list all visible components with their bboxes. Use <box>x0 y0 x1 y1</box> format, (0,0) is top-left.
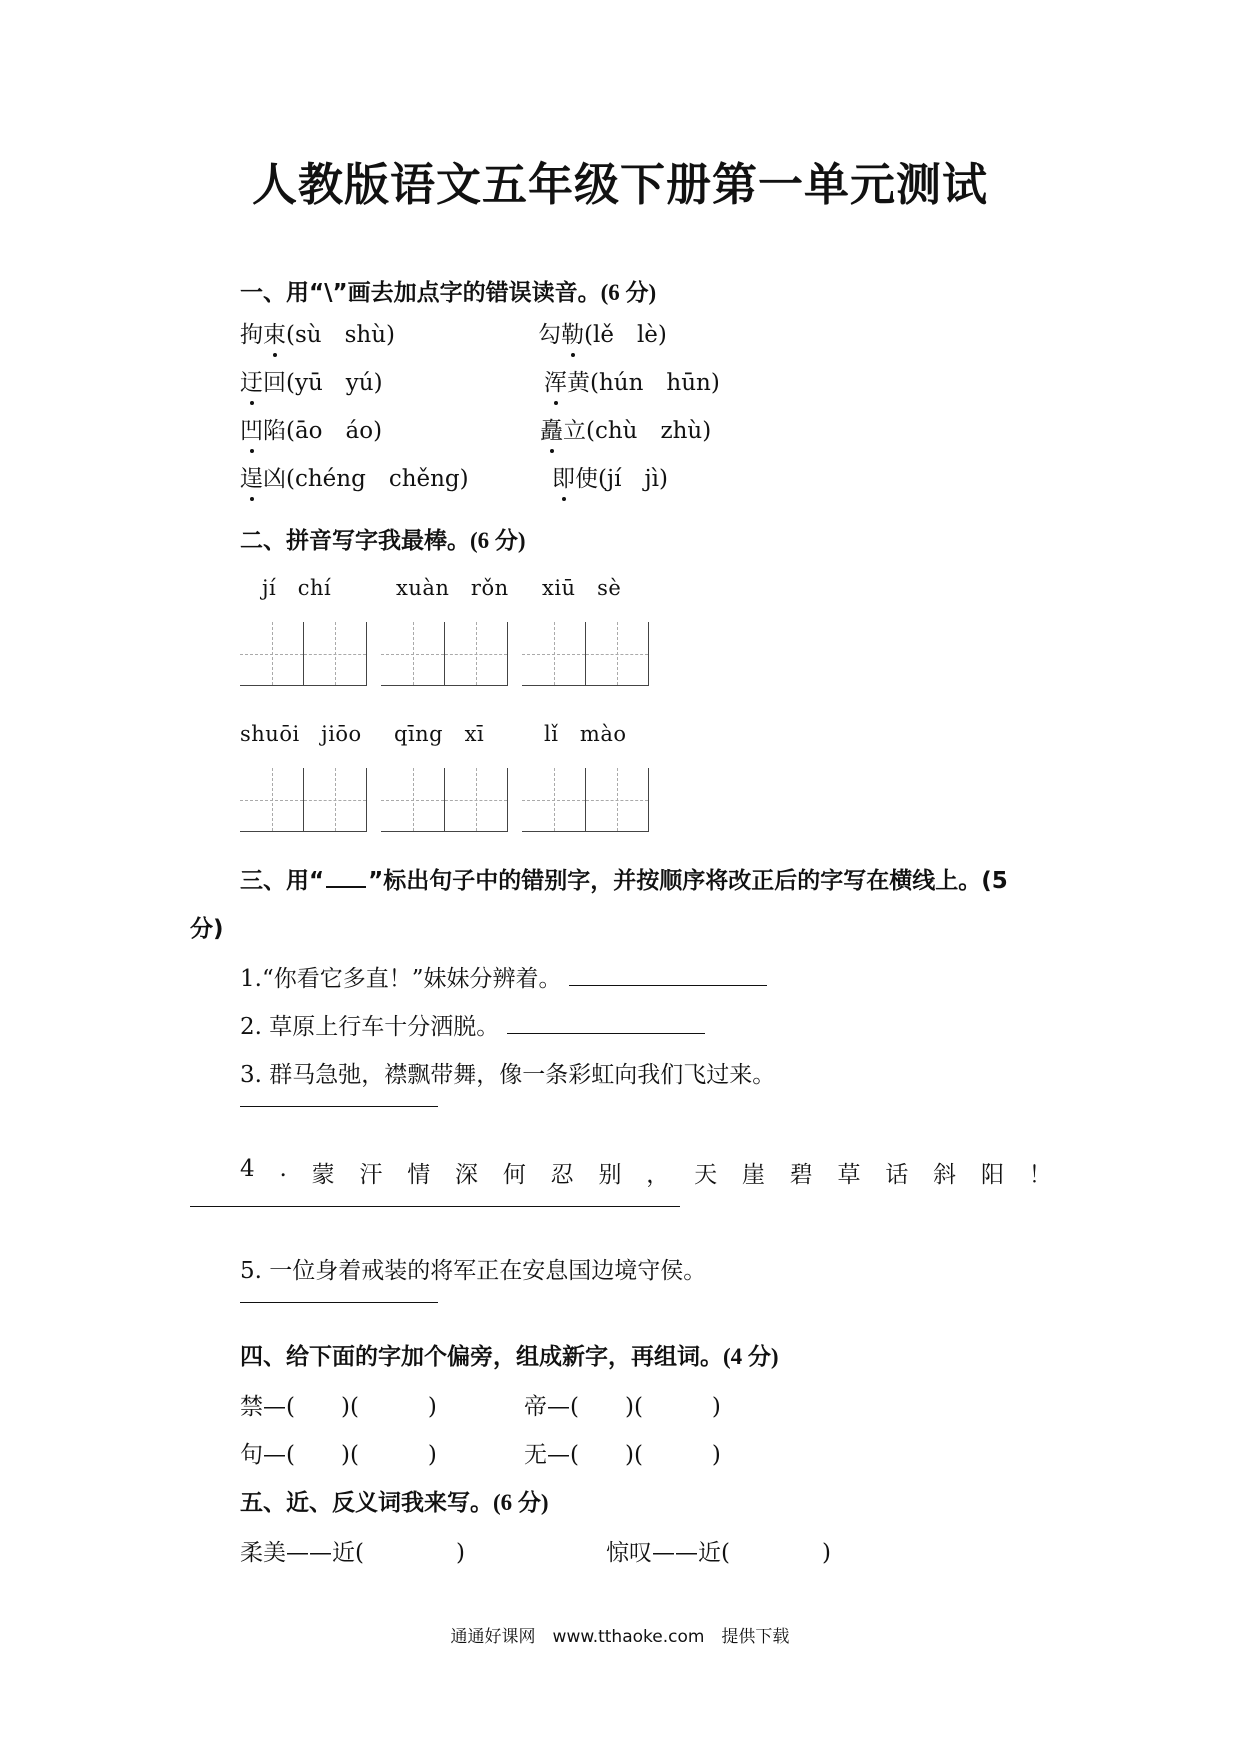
dotted-char: 凹 <box>240 412 263 445</box>
dotted-char: 逞 <box>240 460 263 493</box>
answer-blank-4[interactable] <box>190 1206 680 1207</box>
dotted-char: 勒 <box>561 316 584 349</box>
section-3-heading-wrap: 分) <box>190 916 224 942</box>
pinyin-5: qīng xī <box>394 722 485 746</box>
section-4-heading: 四、给下面的字加个偏旁，组成新字，再组词。(4 分) <box>240 1344 779 1370</box>
writing-grid-row-1 <box>240 622 649 686</box>
dotted-char: 即 <box>552 460 575 493</box>
underline-sample <box>326 885 366 888</box>
dotted-char: 束 <box>263 316 286 349</box>
sentence-2: 2. 草原上行车十分洒脱。 <box>240 1008 705 1041</box>
writing-box[interactable] <box>585 768 649 832</box>
writing-box-pair <box>522 622 649 686</box>
pinyin-1: jí chí <box>262 576 332 600</box>
sentence-1: 1.“你看它多直！”妹妹分辨着。 <box>240 960 767 993</box>
pron-item-2: 勾勒(lě lè) <box>538 316 667 349</box>
pinyin-3: xiū sè <box>542 576 622 600</box>
writing-box-pair <box>240 768 367 832</box>
answer-blank-3[interactable] <box>240 1106 438 1107</box>
section-5-heading: 五、近、反义词我来写。(6 分) <box>240 1490 549 1516</box>
writing-box[interactable] <box>303 768 367 832</box>
writing-box[interactable] <box>381 768 445 832</box>
section-3-heading: 三、用“ ”标出句子中的错别字，并按顺序将改正后的字写在横线上。(5 <box>240 868 1008 894</box>
pron-item-3: 迂回(yū yú) <box>240 364 383 397</box>
writing-grid-row-2 <box>240 768 649 832</box>
pron-item-4: 浑黄(hún hūn) <box>544 364 720 397</box>
writing-box[interactable] <box>444 622 508 686</box>
writing-box[interactable] <box>240 768 304 832</box>
dotted-char: 迂 <box>240 364 263 397</box>
page-title: 人教版语文五年级下册第一单元测试 <box>251 158 988 211</box>
writing-box-pair <box>381 622 508 686</box>
pron-item-7: 逞凶(chéng chěng) <box>240 460 469 493</box>
synonym-item-1: 柔美——近( ) <box>240 1540 465 1566</box>
sentence-4: 4 . 蒙 汗 情 深 何 忍 别 ， 天 崖 碧 草 话 斜 阳 ！ <box>240 1156 1052 1188</box>
sentence-3: 3. 群马急弛，襟飘带舞，像一条彩虹向我们飞过来。 <box>240 1062 776 1088</box>
radical-item-2: 帝—( )( ) <box>524 1394 721 1420</box>
section-1-heading <box>240 274 656 307</box>
radical-item-4: 无—( )( ) <box>524 1442 721 1468</box>
pron-item-5: 凹陷(āo áo) <box>240 412 382 445</box>
pinyin-2: xuàn rǒn <box>396 576 509 600</box>
dotted-char: 矗 <box>540 412 563 445</box>
writing-box-pair <box>381 768 508 832</box>
pron-item-1: 拘束(sù shù) <box>240 316 395 349</box>
answer-blank-1[interactable] <box>569 985 767 986</box>
pron-item-8: 即使(jí jì) <box>552 460 668 493</box>
section-1-score: (6 分) <box>600 280 657 305</box>
synonym-item-2: 惊叹——近( ) <box>606 1540 831 1566</box>
section-2-heading: 二、拼音写字我最棒。(6 分) <box>240 528 526 554</box>
section-1-heading-text: 一、用“\”画去加点字的错误读音。 <box>240 280 601 306</box>
writing-box[interactable] <box>303 622 367 686</box>
writing-box[interactable] <box>381 622 445 686</box>
sentence-5: 5. 一位身着戒装的将军正在安息国边境守侯。 <box>240 1258 707 1284</box>
writing-box[interactable] <box>522 768 586 832</box>
writing-box[interactable] <box>522 622 586 686</box>
pinyin-6: lǐ mào <box>544 722 627 746</box>
pinyin-4: shuōi jiōo <box>240 722 362 746</box>
writing-box-pair <box>240 622 367 686</box>
footer-source: 通通好课网 www.tthaoke.com 提供下载 <box>450 1627 790 1647</box>
dotted-char: 浑 <box>544 364 567 397</box>
writing-box-pair <box>522 768 649 832</box>
answer-blank-2[interactable] <box>507 1033 705 1034</box>
writing-box[interactable] <box>585 622 649 686</box>
radical-item-3: 句—( )( ) <box>240 1442 437 1468</box>
answer-blank-5[interactable] <box>240 1302 438 1303</box>
pron-item-6: 矗立(chù zhù) <box>540 412 711 445</box>
radical-item-1: 禁—( )( ) <box>240 1394 437 1420</box>
writing-box[interactable] <box>444 768 508 832</box>
writing-box[interactable] <box>240 622 304 686</box>
